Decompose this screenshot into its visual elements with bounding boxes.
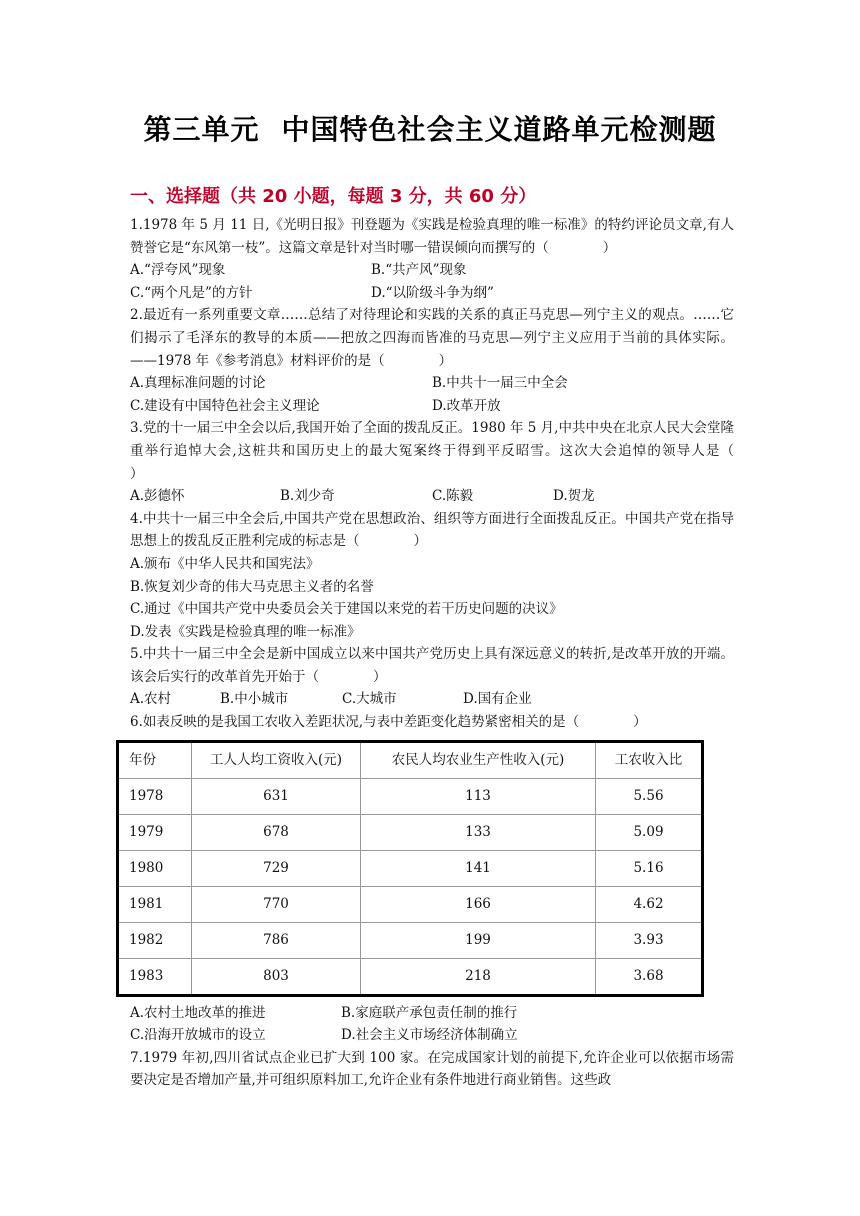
question-2-option-c[interactable]: C.建设有中国特色社会主义理论 <box>130 397 320 414</box>
income-table <box>116 740 704 997</box>
table-cell: 1981 <box>118 886 192 922</box>
table-cell: 166 <box>361 886 596 922</box>
table-row <box>118 850 703 886</box>
table-cell: 729 <box>192 850 361 886</box>
question-2-options-row2 <box>130 395 734 418</box>
table-cell: 1983 <box>118 958 192 995</box>
question-5-options <box>130 688 734 711</box>
question-3-option-b[interactable]: B.刘少奇 <box>280 488 335 505</box>
table-cell: 113 <box>361 778 596 814</box>
table-cell: 3.68 <box>596 958 703 995</box>
table-header-cell: 年份 <box>118 741 192 778</box>
table-header-cell: 工人人均工资收入(元) <box>192 741 361 778</box>
question-4-option-d[interactable]: D.发表《实践是检验真理的唯一标准》 <box>130 623 361 640</box>
question-4-text: 4.中共十一届三中全会后,中国共产党在思想政治、组织等方面进行全面拨乱反正。中国共产党在指导思想上的拨乱反正胜利完成的标志是（ ） <box>130 510 734 550</box>
question-4 <box>130 508 734 644</box>
table-row <box>118 814 703 850</box>
table-cell: 5.56 <box>596 778 703 814</box>
question-2-option-d[interactable]: D.改革开放 <box>432 397 501 414</box>
question-1-option-c[interactable]: C.“两个凡是”的方针 <box>130 284 253 301</box>
question-3-options <box>130 485 734 508</box>
table-header-cell: 工农收入比 <box>596 741 703 778</box>
question-3 <box>130 417 788 507</box>
question-6-option-a[interactable]: A.农村土地改革的推进 <box>130 1004 266 1021</box>
table-cell: 1978 <box>118 778 192 814</box>
table-cell: 803 <box>192 958 361 995</box>
section-heading: 一、选择题（共 20 小题，每题 3 分，共 60 分） <box>130 186 537 207</box>
question-6-option-c[interactable]: C.沿海开放城市的设立 <box>130 1027 266 1044</box>
table-cell: 1982 <box>118 922 192 958</box>
table-cell: 133 <box>361 814 596 850</box>
question-1-option-b[interactable]: B.“共产风”现象 <box>371 262 467 279</box>
question-5 <box>130 643 734 711</box>
question-6 <box>130 711 734 1047</box>
table-cell: 678 <box>192 814 361 850</box>
question-7 <box>130 1047 734 1092</box>
question-6-option-b[interactable]: B.家庭联产承包责任制的推行 <box>341 1004 518 1021</box>
table-cell: 1980 <box>118 850 192 886</box>
question-5-option-b[interactable]: B.中小城市 <box>220 691 289 708</box>
title-unit: 第三单元 <box>143 113 260 146</box>
question-4-option-a[interactable]: A.颁布《中华人民共和国宪法》 <box>130 555 320 572</box>
question-3-text: 3.党的十一届三中全会以后,我国开始了全面的拨乱反正。1980 年 5 月,中共中央在北京人民大会堂隆重举行追悼大会,这桩共和国历史上的最大冤案终于得到平反昭雪。这次大会追悼的领导人是（ ） <box>130 420 788 482</box>
question-2-option-b[interactable]: B.中共十一届三中全会 <box>432 375 568 392</box>
table-cell: 786 <box>192 922 361 958</box>
question-4-option-c[interactable]: C.通过《中国共产党中央委员会关于建国以来党的若干历史问题的决议》 <box>130 601 563 618</box>
table-cell: 218 <box>361 958 596 995</box>
question-3-option-d[interactable]: D.贺龙 <box>553 488 595 505</box>
table-row <box>118 958 703 995</box>
question-1-text: 1.1978 年 5 月 11 日,《光明日报》刊登题为《实践是检验真理的唯一标准》的特约评论员文章,有人赞誉它是“东风第一枝”。这篇文章是针对当时哪一错误倾向而撰写的（ ） <box>130 217 734 256</box>
question-5-option-a[interactable]: A.农村 <box>130 691 172 708</box>
table-cell: 5.09 <box>596 814 703 850</box>
question-6-options-row2 <box>130 1024 734 1047</box>
table-cell: 199 <box>361 922 596 958</box>
table-header-row <box>118 741 703 778</box>
table-cell: 1979 <box>118 814 192 850</box>
question-6-text: 6.如表反映的是我国工农收入差距状况,与表中差距变化趋势紧密相关的是（ ） <box>130 714 647 731</box>
question-1-options <box>130 259 734 282</box>
table-row <box>118 922 703 958</box>
question-7-text: 7.1979 年初,四川省试点企业已扩大到 100 家。在完成国家计划的前提下,允许企业可以依据市场需要决定是否增加产量,并可组织原料加工,允许企业有条件地进行商业销售。这些政 <box>130 1049 734 1089</box>
table-row <box>118 886 703 922</box>
question-1-option-a[interactable]: A.“浮夸风”现象 <box>130 262 226 279</box>
question-2-option-a[interactable]: A.真理标准问题的讨论 <box>130 375 266 392</box>
table-cell: 770 <box>192 886 361 922</box>
question-1-options-row2 <box>130 282 734 305</box>
question-1 <box>130 214 734 304</box>
page-title <box>0 108 860 148</box>
question-2-text: 2.最近有一系列重要文章……总结了对待理论和实践的关系的真正马克思—列宁主义的观点。……它们揭示了毛泽东的教导的本质——把放之四海而皆准的马克思—列宁主义应用于当前的具体实际。——1978 年《参考消息》材料评价的是（ ） <box>130 307 734 369</box>
title-subject: 中国特色社会主义道路单元检测题 <box>281 113 717 146</box>
question-6-options <box>130 1002 734 1025</box>
question-3-option-a[interactable]: A.彭德怀 <box>130 488 185 505</box>
question-5-text: 5.中共十一届三中全会是新中国成立以来中国共产党历史上具有深远意义的转折,是改革开放的开端。该会后实行的改革首先开始于（ ） <box>130 646 734 685</box>
question-3-option-c[interactable]: C.陈毅 <box>432 488 474 505</box>
questions-body <box>129 214 788 1092</box>
question-2-options <box>130 372 734 395</box>
table-header-cell: 农民人均农业生产性收入(元) <box>361 741 596 778</box>
table-row <box>118 778 703 814</box>
table-cell: 3.93 <box>596 922 703 958</box>
table-cell: 4.62 <box>596 886 703 922</box>
question-2 <box>130 304 734 417</box>
question-4-option-b[interactable]: B.恢复刘少奇的伟大马克思主义者的名誉 <box>130 578 374 595</box>
question-6-option-d[interactable]: D.社会主义市场经济体制确立 <box>341 1027 518 1044</box>
question-5-option-c[interactable]: C.大城市 <box>342 691 397 708</box>
question-1-option-d[interactable]: D.“以阶级斗争为纲” <box>371 284 494 301</box>
table-cell: 141 <box>361 850 596 886</box>
table-cell: 631 <box>192 778 361 814</box>
question-5-option-d[interactable]: D.国有企业 <box>463 691 532 708</box>
table-cell: 5.16 <box>596 850 703 886</box>
